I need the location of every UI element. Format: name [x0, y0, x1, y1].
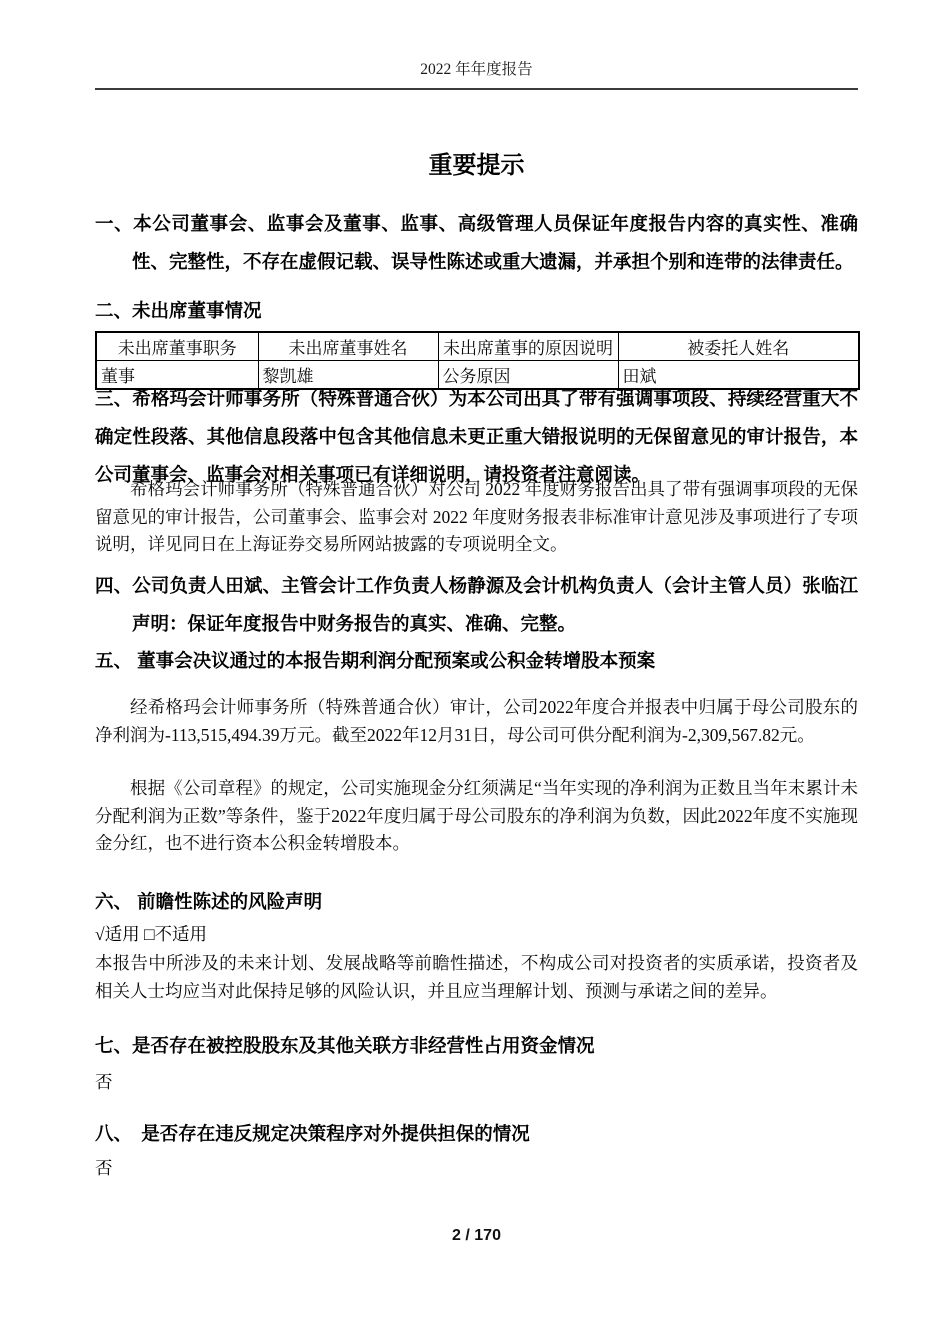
cell-reason: 公务原因: [438, 361, 618, 390]
section-4-statement: 四、公司负责人田斌、主管会计工作负责人杨静源及会计机构负责人（会计主管人员）张临江声明：保证年度报告中财务报告的真实、准确、完整。: [95, 575, 858, 634]
table-header-row: [96, 332, 859, 361]
section-7-answer: 否: [95, 1072, 113, 1092]
cell-name: 黎凯雄: [258, 361, 438, 390]
section-8-answer: 否: [95, 1158, 113, 1178]
section-7-heading: 七、是否存在被控股股东及其他关联方非经营性占用资金情况: [95, 1035, 595, 1056]
applicability-line: √适用 □不适用: [95, 924, 208, 944]
page-number: 2 / 170: [452, 1227, 501, 1244]
page-header-title: 2022 年年度报告: [420, 61, 533, 78]
section-5-heading: 五、 董事会决议通过的本报告期利润分配预案或公积金转增股本预案: [95, 650, 656, 671]
column-header-reason: 未出席董事的原因说明: [438, 332, 618, 361]
section-5-paragraph-1: 经希格玛会计师事务所（特殊普通合伙）审计，公司2022年度合并报表中归属于母公司股东的净利润为-113,515,494.39万元。截至2022年12月31日，母公司可供分配利润为-2,309,567.82元。: [95, 697, 858, 745]
section-3-paragraph: 希格玛会计师事务所（特殊普通合伙）对公司 2022 年度财务报告出具了带有强调事项段的无保留意见的审计报告，公司董事会、监事会对 2022 年度财务报表非标准审计意见涉及事项进行了专项说明，详见同日在上海证券交易所网站披露的专项说明全文。: [95, 479, 858, 554]
section-6-heading: 六、 前瞻性陈述的风险声明: [95, 891, 323, 912]
section-2-heading: 二、未出席董事情况: [95, 300, 262, 321]
section-5-paragraph-2: 根据《公司章程》的规定，公司实施现金分红须满足“当年实现的净利润为正数且当年末累计未分配利润为正数”等条件，鉴于2022年度归属于母公司股东的净利润为负数，因此2022年度不实施现金分红，也不进行资本公积金转增股本。: [95, 778, 858, 853]
page-title: 重要提示: [428, 152, 525, 179]
cell-proxy: 田斌: [618, 361, 859, 390]
header-rule: [95, 88, 858, 90]
cell-position: 董事: [96, 361, 258, 390]
section-8-heading: 八、 是否存在违反规定决策程序对外提供担保的情况: [95, 1123, 530, 1144]
column-header-proxy: 被委托人姓名: [618, 332, 859, 361]
section-3-heading: 三、希格玛会计师事务所（特殊普通合伙）为本公司出具了带有强调事项段、持续经营重大不确定性段落、其他信息段落中包含其他信息未更正重大错报说明的无保留意见的审计报告，本公司董事会、监事会对相关事项已有详细说明，请投资者注意阅读。: [95, 388, 858, 485]
section-1-statement: 一、本公司董事会、监事会及董事、监事、高级管理人员保证年度报告内容的真实性、准确性、完整性，不存在虚假记载、误导性陈述或重大遗漏，并承担个别和连带的法律责任。: [95, 213, 858, 272]
column-header-position: 未出席董事职务: [96, 332, 258, 361]
column-header-name: 未出席董事姓名: [258, 332, 438, 361]
section-6-paragraph: 本报告中所涉及的未来计划、发展战略等前瞻性描述，不构成公司对投资者的实质承诺，投资者及相关人士均应当对此保持足够的风险认识，并且应当理解计划、预测与承诺之间的差异。: [95, 953, 858, 1001]
